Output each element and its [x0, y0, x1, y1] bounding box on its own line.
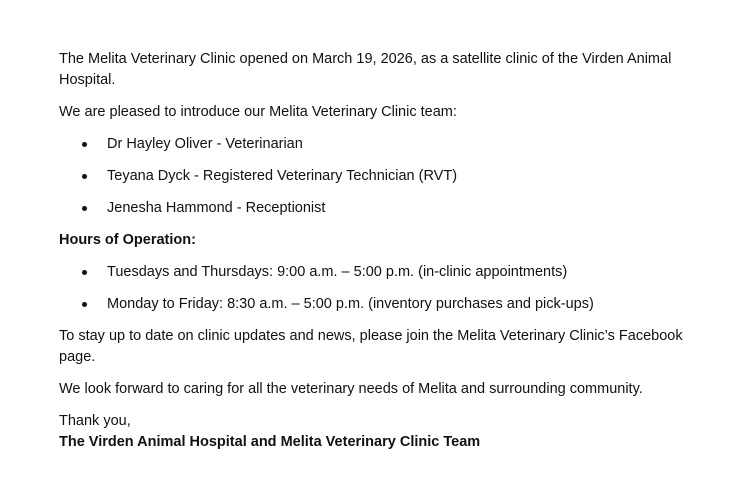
bullet-icon: [82, 174, 87, 179]
hours-list-item: [59, 262, 689, 283]
team-intro-paragraph: We are pleased to introduce our Melita Veterinary Clinic team:: [59, 104, 457, 120]
facebook-note-paragraph: To stay up to date on clinic updates and news, please join the Melita Veterinary Clinic’s Facebook page.: [59, 328, 683, 365]
signature-block: [59, 411, 689, 453]
hours-list: [59, 262, 689, 315]
signature-text: The Virden Animal Hospital and Melita Veterinary Clinic Team: [59, 434, 481, 450]
closing-paragraph: We look forward to caring for all the veterinary needs of Melita and surrounding community.: [59, 381, 643, 397]
bullet-icon: [82, 206, 87, 211]
team-list: [59, 134, 689, 219]
team-member-list-item: [59, 134, 689, 155]
team-member-text: Jenesha Hammond - Receptionist: [107, 200, 326, 216]
team-member-list-item: [59, 166, 689, 187]
team-member-text: Dr Hayley Oliver - Veterinarian: [107, 136, 303, 152]
team-member-list-item: [59, 198, 689, 219]
hours-text: Monday to Friday: 8:30 a.m. – 5:00 p.m. (inventory purchases and pick-ups): [107, 296, 594, 312]
bullet-icon: [82, 270, 87, 275]
bullet-icon: [82, 302, 87, 307]
hours-list-item: [59, 294, 689, 315]
intro-paragraph: The Melita Veterinary Clinic opened on March 19, 2026, as a satellite clinic of the Virden Animal Hospital.: [59, 51, 672, 88]
hours-text: Tuesdays and Thursdays: 9:00 a.m. – 5:00 p.m. (in-clinic appointments): [107, 264, 568, 280]
thanks-text: Thank you,: [59, 413, 131, 429]
announcement-body: [59, 49, 689, 453]
bullet-icon: [82, 142, 87, 147]
team-member-text: Teyana Dyck - Registered Veterinary Technician (RVT): [107, 168, 458, 184]
hours-heading: Hours of Operation:: [59, 232, 196, 248]
